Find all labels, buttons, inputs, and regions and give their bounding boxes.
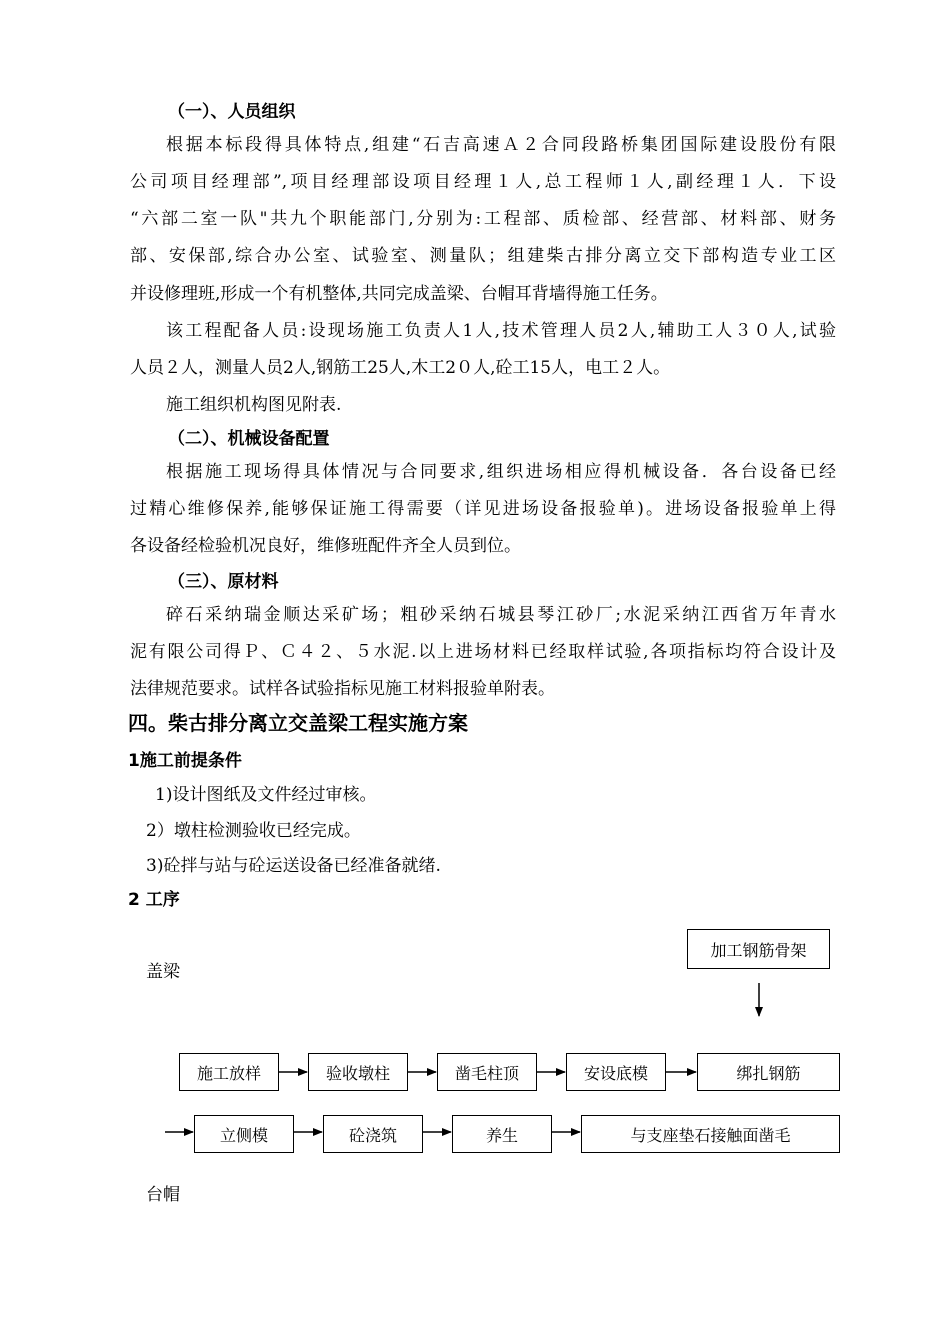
paragraph-line: 根据施工现场得具体情况与合同要求,组织进场相应得机械设备．各台设备已经 bbox=[166, 462, 836, 482]
flow-box-step: 与支座垫石接触面凿毛 bbox=[581, 1115, 840, 1153]
flow-box-step: 绑扎钢筋 bbox=[697, 1053, 840, 1091]
flow-box-rebar-cage: 加工钢筋骨架 bbox=[687, 929, 830, 969]
flow-box-step: 施工放样 bbox=[179, 1053, 279, 1091]
paragraph-line: 各设备经检验机况良好，维修班配件齐全人员到位。 bbox=[130, 536, 521, 556]
paragraph-line: 该工程配备人员:设现场施工负责人1人,技术管理人员2人,辅助工人３０人,试验 bbox=[166, 321, 836, 341]
flow-box-step: 养生 bbox=[452, 1115, 552, 1153]
paragraph-line: 施工组织机构图见附表. bbox=[166, 395, 342, 415]
paragraph-line: 公司项目经理部”,项目经理部设项目经理１人,总工程师１人,副经理１人．下设 bbox=[130, 172, 836, 192]
paragraph-line: 法律规范要求。试样各试验指标见施工材料报验单附表。 bbox=[130, 679, 555, 699]
chapter-heading: 四。柴古排分离立交盖梁工程实施方案 bbox=[128, 711, 468, 735]
paragraph-line: 并设修理班,形成一个有机整体,共同完成盖梁、台帽耳背墙得施工任务。 bbox=[130, 284, 668, 304]
subsection-heading-prerequisites: 1施工前提条件 bbox=[128, 751, 242, 771]
flow-box-step: 立侧模 bbox=[194, 1115, 294, 1153]
paragraph-line: 过精心维修保养,能够保证施工得需要（详见进场设备报验单)。进场设备报验单上得 bbox=[130, 499, 836, 519]
flow-box-step: 凿毛柱顶 bbox=[437, 1053, 537, 1091]
paragraph-line: 部、安保部,综合办公室、试验室、测量队；组建柴古排分离立交下部构造专业工区 bbox=[130, 246, 836, 266]
section-heading-materials: （三）、原材料 bbox=[168, 572, 279, 592]
list-item: 2）墩柱检测验收已经完成。 bbox=[146, 821, 361, 841]
paragraph-line: “六部二室一队"共九个职能部门,分别为:工程部、质检部、经营部、材料部、财务 bbox=[130, 209, 836, 229]
flow-box-step: 安设底模 bbox=[566, 1053, 666, 1091]
flow-label-cap-beam: 盖梁 bbox=[146, 962, 180, 982]
subsection-heading-procedure: 2 工序 bbox=[128, 890, 180, 910]
paragraph-line: 泥有限公司得Ｐ、Ｃ４２、５水泥.以上进场材料已经取样试验,各项指标均符合设计及 bbox=[130, 642, 836, 662]
paragraph-line: 人员２人，测量人员2人,钢筋工25人,木工2０人,砼工15人，电工２人。 bbox=[130, 358, 671, 378]
list-item: 1)设计图纸及文件经过审核。 bbox=[155, 785, 377, 805]
flow-box-step: 砼浇筑 bbox=[323, 1115, 423, 1153]
paragraph-line: 碎石采纳瑞金顺达采矿场；粗砂采纳石城县琴江砂厂;水泥采纳江西省万年青水 bbox=[166, 605, 836, 625]
section-heading-personnel: （一）、人员组织 bbox=[168, 102, 296, 122]
list-item: 3)砼拌与站与砼运送设备已经准备就绪. bbox=[146, 856, 441, 876]
flow-label-abutment-cap: 台帽 bbox=[146, 1185, 180, 1205]
section-heading-equipment: （二）、机械设备配置 bbox=[168, 429, 330, 449]
flow-box-step: 验收墩柱 bbox=[308, 1053, 408, 1091]
paragraph-line: 根据本标段得具体特点,组建“石吉高速Ａ２合同段路桥集团国际建设股份有限 bbox=[166, 135, 836, 155]
